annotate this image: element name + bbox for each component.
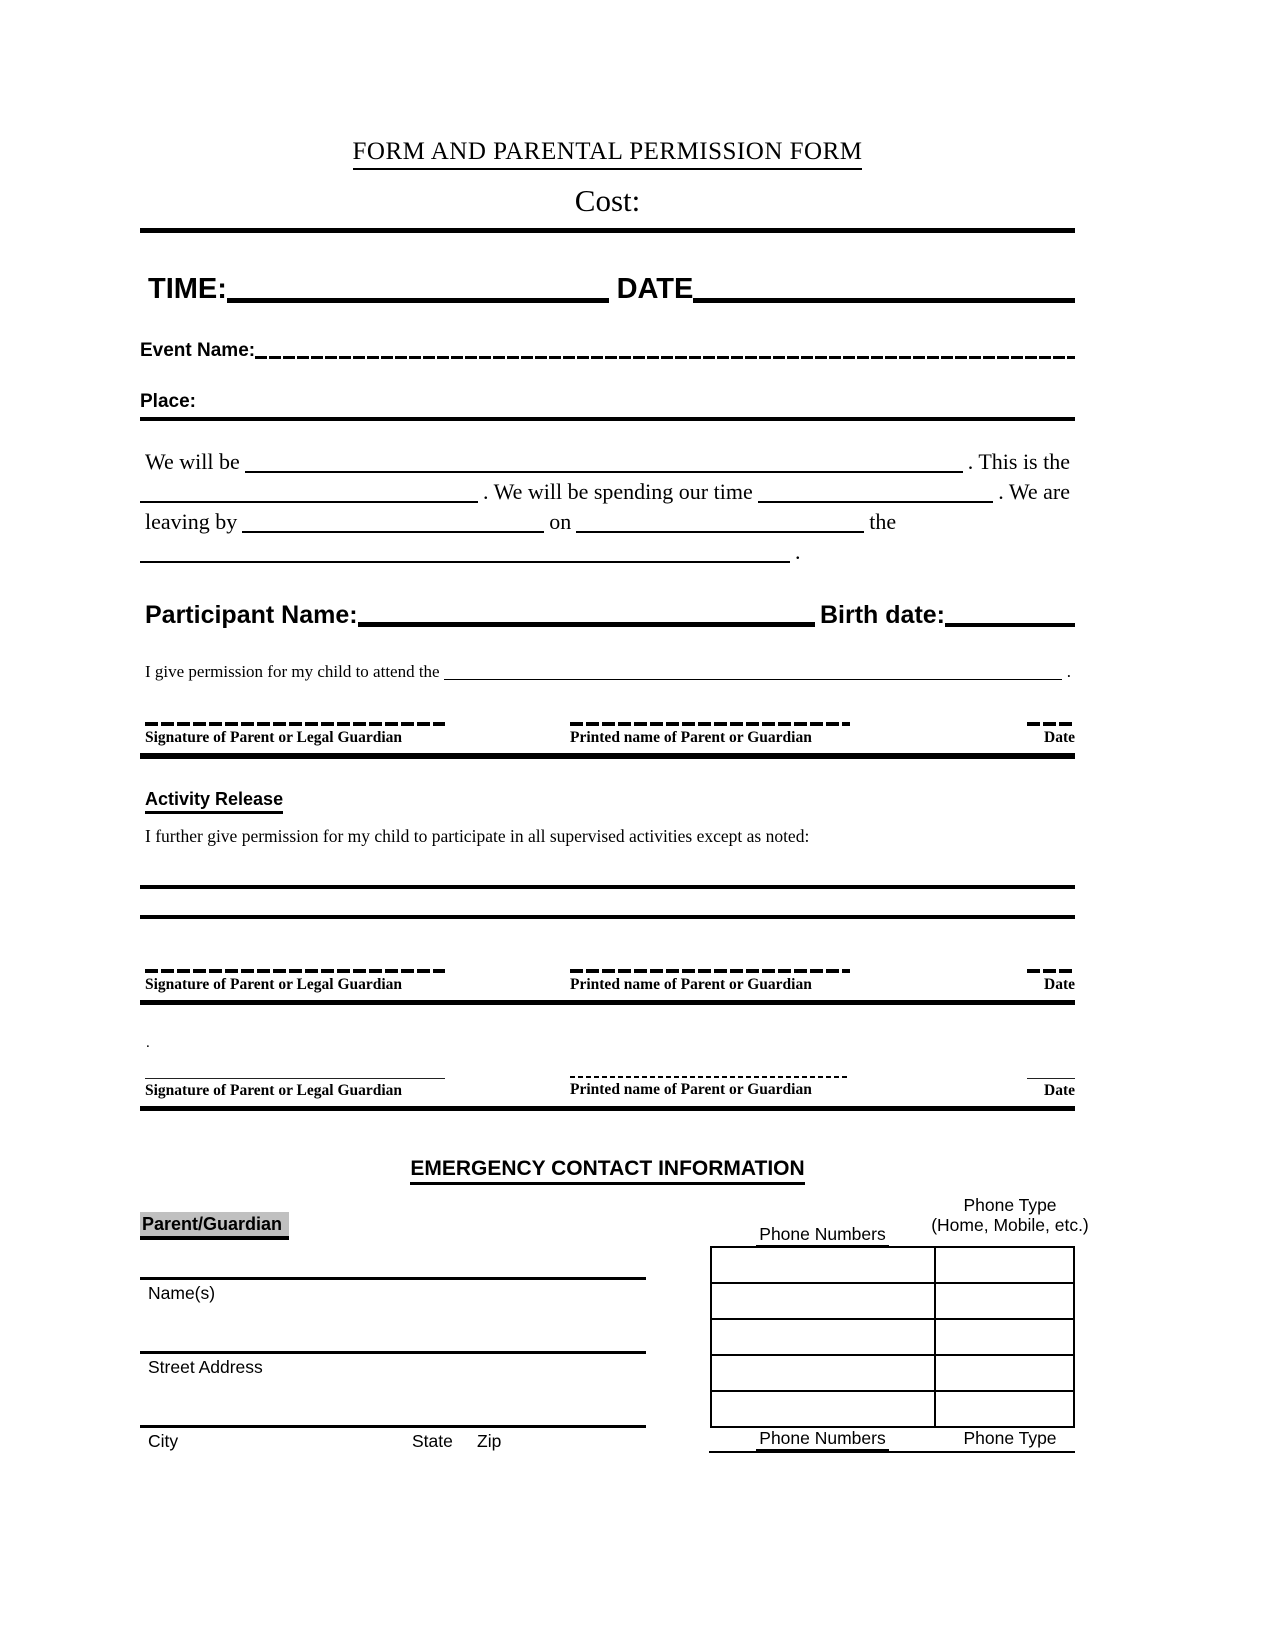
- participant-name-field[interactable]: [358, 622, 815, 627]
- trip-blank-5[interactable]: [576, 531, 864, 533]
- printed-name-label: Printed name of Parent or Guardian: [570, 1081, 812, 1098]
- activity-release-heading: Activity Release: [145, 789, 283, 814]
- printed-name-label: Printed name of Parent or Guardian: [570, 729, 812, 746]
- phone-type-cell[interactable]: [936, 1248, 1073, 1282]
- page-title: FORM AND PARENTAL PERMISSION FORM: [353, 138, 863, 170]
- activity-release-text: I further give permission for my child to participate in all supervised activities except as noted:: [145, 826, 810, 846]
- trip-blank-6[interactable]: [140, 561, 790, 563]
- paragraph-text: leaving by: [145, 509, 238, 534]
- phone-type-cell[interactable]: [936, 1320, 1073, 1354]
- phone-numbers-header-text: Phone Numbers: [756, 1224, 888, 1248]
- phone-type-footer: Phone Type: [963, 1428, 1057, 1448]
- time-label: TIME:: [148, 273, 227, 305]
- printed-name-field[interactable]: [570, 969, 850, 973]
- time-field[interactable]: [227, 298, 609, 303]
- participant-name-label: Participant Name:: [145, 601, 358, 629]
- emergency-contact-heading: EMERGENCY CONTACT INFORMATION: [410, 1157, 804, 1185]
- trip-paragraph: [140, 445, 1075, 565]
- date-label-small: Date: [1044, 1082, 1075, 1099]
- phone-number-cell[interactable]: [712, 1392, 936, 1426]
- birth-date-field[interactable]: [945, 623, 1075, 627]
- birth-date-label: Birth date:: [820, 601, 945, 629]
- city-state-zip-field-line[interactable]: [140, 1425, 646, 1428]
- phone-table-row: [712, 1390, 1073, 1426]
- date-label: DATE: [616, 273, 694, 305]
- signature-block-2: [140, 969, 1075, 994]
- date-field[interactable]: [693, 298, 1075, 303]
- emergency-contact-section: [140, 1195, 1089, 1472]
- names-field-line[interactable]: [140, 1277, 646, 1280]
- phone-number-cell[interactable]: [712, 1284, 936, 1318]
- paragraph-text: . We are: [998, 479, 1070, 504]
- zip-label: Zip: [477, 1431, 502, 1451]
- signature-label: Signature of Parent or Legal Guardian: [145, 1082, 403, 1099]
- date-label-small: Date: [1044, 976, 1075, 993]
- trip-blank-3[interactable]: [758, 501, 994, 503]
- event-name-field[interactable]: [255, 356, 1075, 359]
- phone-number-cell[interactable]: [712, 1320, 936, 1354]
- phone-numbers-footer: [735, 1428, 910, 1449]
- divider: [140, 1106, 1075, 1111]
- phone-type-header: [915, 1195, 1105, 1235]
- phone-type-cell[interactable]: [936, 1356, 1073, 1390]
- cost-label: Cost:: [574, 183, 641, 218]
- place-label: Place:: [140, 391, 196, 412]
- place-field-line[interactable]: [140, 417, 1075, 421]
- printed-name-label: Printed name of Parent or Guardian: [570, 976, 812, 993]
- phone-type-cell[interactable]: [936, 1392, 1073, 1426]
- activity-notes-line-1[interactable]: [140, 885, 1075, 889]
- phone-table-row: [712, 1354, 1073, 1390]
- divider: [140, 753, 1075, 759]
- signature-block-1: [140, 722, 1075, 747]
- parent-guardian-label: Parent/Guardian: [140, 1212, 289, 1240]
- signature-field[interactable]: [145, 969, 445, 973]
- phone-table: [710, 1246, 1075, 1428]
- event-name-label: Event Name:: [140, 340, 256, 361]
- trip-blank-4[interactable]: [242, 531, 544, 533]
- phone-numbers-footer-text: Phone Numbers: [756, 1428, 888, 1452]
- paragraph-text: We will be: [145, 449, 240, 474]
- divider: [140, 1000, 1075, 1005]
- signature-label: Signature of Parent or Legal Guardian: [145, 729, 403, 746]
- phone-type-header-text: Phone Type: [963, 1195, 1057, 1215]
- paragraph-text: .: [795, 539, 801, 564]
- divider-under-cost: [140, 228, 1075, 233]
- names-label: Name(s): [148, 1283, 216, 1303]
- city-label: City: [148, 1431, 179, 1451]
- street-field-line[interactable]: [140, 1351, 646, 1354]
- attend-permission-text: I give permission for my child to attend the: [145, 662, 440, 681]
- phone-type-subheader-text: (Home, Mobile, etc.): [931, 1215, 1089, 1235]
- phone-number-cell[interactable]: [712, 1356, 936, 1390]
- trip-blank-2[interactable]: [140, 501, 478, 503]
- signature-field[interactable]: [145, 1078, 445, 1079]
- paragraph-text: . We will be spending our time: [483, 479, 753, 504]
- printed-name-field[interactable]: [570, 722, 850, 726]
- paragraph-text: on: [549, 509, 572, 534]
- activity-notes-line-2[interactable]: [140, 915, 1075, 919]
- date-field-small[interactable]: [1027, 1078, 1075, 1079]
- signature-field[interactable]: [145, 722, 445, 726]
- street-address-label: Street Address: [148, 1357, 263, 1377]
- date-field-small[interactable]: [1027, 969, 1075, 973]
- phone-table-row: [712, 1282, 1073, 1318]
- paragraph-text: the: [869, 509, 897, 534]
- state-label: State: [412, 1431, 453, 1451]
- trip-blank-1[interactable]: [245, 471, 963, 473]
- footer-underline: [709, 1451, 1075, 1453]
- phone-type-cell[interactable]: [936, 1284, 1073, 1318]
- date-label-small: Date: [1044, 729, 1075, 746]
- printed-name-field[interactable]: [570, 1076, 850, 1078]
- paragraph-text: . This is the: [967, 449, 1070, 474]
- attend-permission-period: .: [1066, 662, 1071, 681]
- signature-label: Signature of Parent or Legal Guardian: [145, 976, 403, 993]
- phone-number-cell[interactable]: [712, 1248, 936, 1282]
- signature-block-3: [140, 1075, 1075, 1100]
- attend-event-field[interactable]: [444, 679, 1062, 680]
- phone-table-row: [712, 1248, 1073, 1282]
- stray-period: .: [146, 1035, 150, 1051]
- date-field-small[interactable]: [1027, 722, 1075, 726]
- phone-numbers-header: [735, 1224, 910, 1245]
- phone-table-row: [712, 1318, 1073, 1354]
